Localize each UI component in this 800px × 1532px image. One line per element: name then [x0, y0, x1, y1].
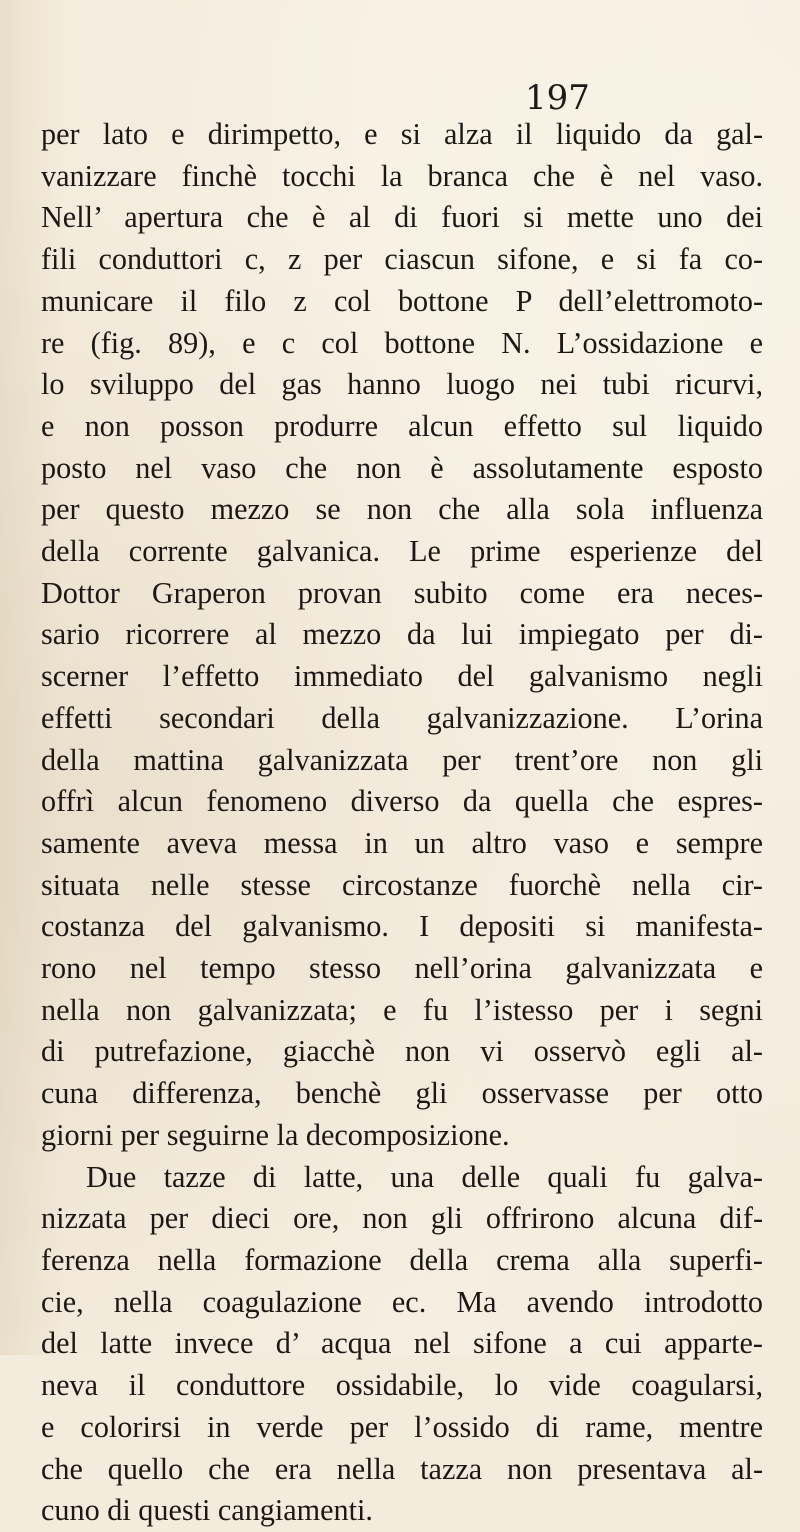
- text-line: cuno di questi cangiamenti.: [41, 1493, 373, 1528]
- text-line: per lato e dirimpetto, e si alza il liquido da gal-: [41, 117, 763, 151]
- text-line: per questo mezzo se non che alla sola influenza: [41, 492, 763, 527]
- text-line: nizzata per dieci ore, non gli offrirono alcuna dif-: [41, 1201, 763, 1236]
- body-text: [41, 114, 763, 1532]
- text-line: Dottor Graperon provan subito come era neces-: [41, 575, 763, 610]
- text-line: Due tazze di latte, una delle quali fu galva-: [86, 1159, 763, 1194]
- text-line: e non posson produrre alcun effetto sul liquido: [41, 408, 763, 443]
- text-line: ferenza nella formazione della crema alla superfi-: [41, 1242, 763, 1277]
- text-line: della mattina galvanizzata per trent’ore non gli: [41, 742, 763, 777]
- text-line: lo sviluppo del gas hanno luogo nei tubi ricurvi,: [41, 367, 763, 402]
- text-line: della corrente galvanica. Le prime esperienze del: [41, 534, 763, 569]
- text-line: fili conduttori c, z per ciascun sifone, e si fa co-: [41, 242, 763, 277]
- text-line: Nell’ apertura che è al di fuori si mette uno dei: [41, 200, 763, 235]
- text-line: offrì alcun fenomeno diverso da quella che espres-: [41, 784, 763, 819]
- text-line: scerner l’effetto immediato del galvanismo negli: [41, 659, 763, 694]
- text-line: sario ricorrere al mezzo da lui impiegato per di-: [41, 617, 763, 652]
- text-line: neva il conduttore ossidabile, lo vide coagularsi,: [41, 1368, 763, 1403]
- text-line: cie, nella coagulazione ec. Ma avendo introdotto: [41, 1284, 763, 1319]
- text-line: nella non galvanizzata; e fu l’istesso per i segni: [41, 992, 763, 1027]
- page-number: 197: [525, 78, 590, 118]
- text-line: costanza del galvanismo. I depositi si manifesta-: [41, 909, 763, 944]
- text-line: samente aveva messa in un altro vaso e sempre: [41, 825, 763, 860]
- text-line: giorni per seguirne la decomposizione.: [41, 1117, 510, 1152]
- text-line: di putrefazione, giacchè non vi osservò egli al-: [41, 1034, 763, 1069]
- text-line: effetti secondari della galvanizzazione. L’orina: [41, 700, 763, 735]
- text-line: municare il filo z col bottone P dell’elettromoto-: [41, 283, 763, 318]
- text-line: posto nel vaso che non è assolutamente esposto: [41, 450, 763, 485]
- text-line: re (fig. 89), e c col bottone N. L’ossidazione e: [41, 325, 763, 360]
- text-line: e colorirsi in verde per l’ossido di rame, mentre: [41, 1409, 763, 1444]
- text-line: situata nelle stesse circostanze fuorchè nella cir-: [41, 867, 763, 902]
- text-line: cuna differenza, benchè gli osservasse per otto: [41, 1076, 763, 1111]
- text-line: rono nel tempo stesso nell’orina galvanizzata e: [41, 951, 763, 986]
- text-line: del latte invece d’ acqua nel sifone a cui apparte-: [41, 1326, 763, 1361]
- text-line: che quello che era nella tazza non presentava al-: [41, 1451, 763, 1486]
- text-line: vanizzare finchè tocchi la branca che è nel vaso.: [41, 158, 763, 193]
